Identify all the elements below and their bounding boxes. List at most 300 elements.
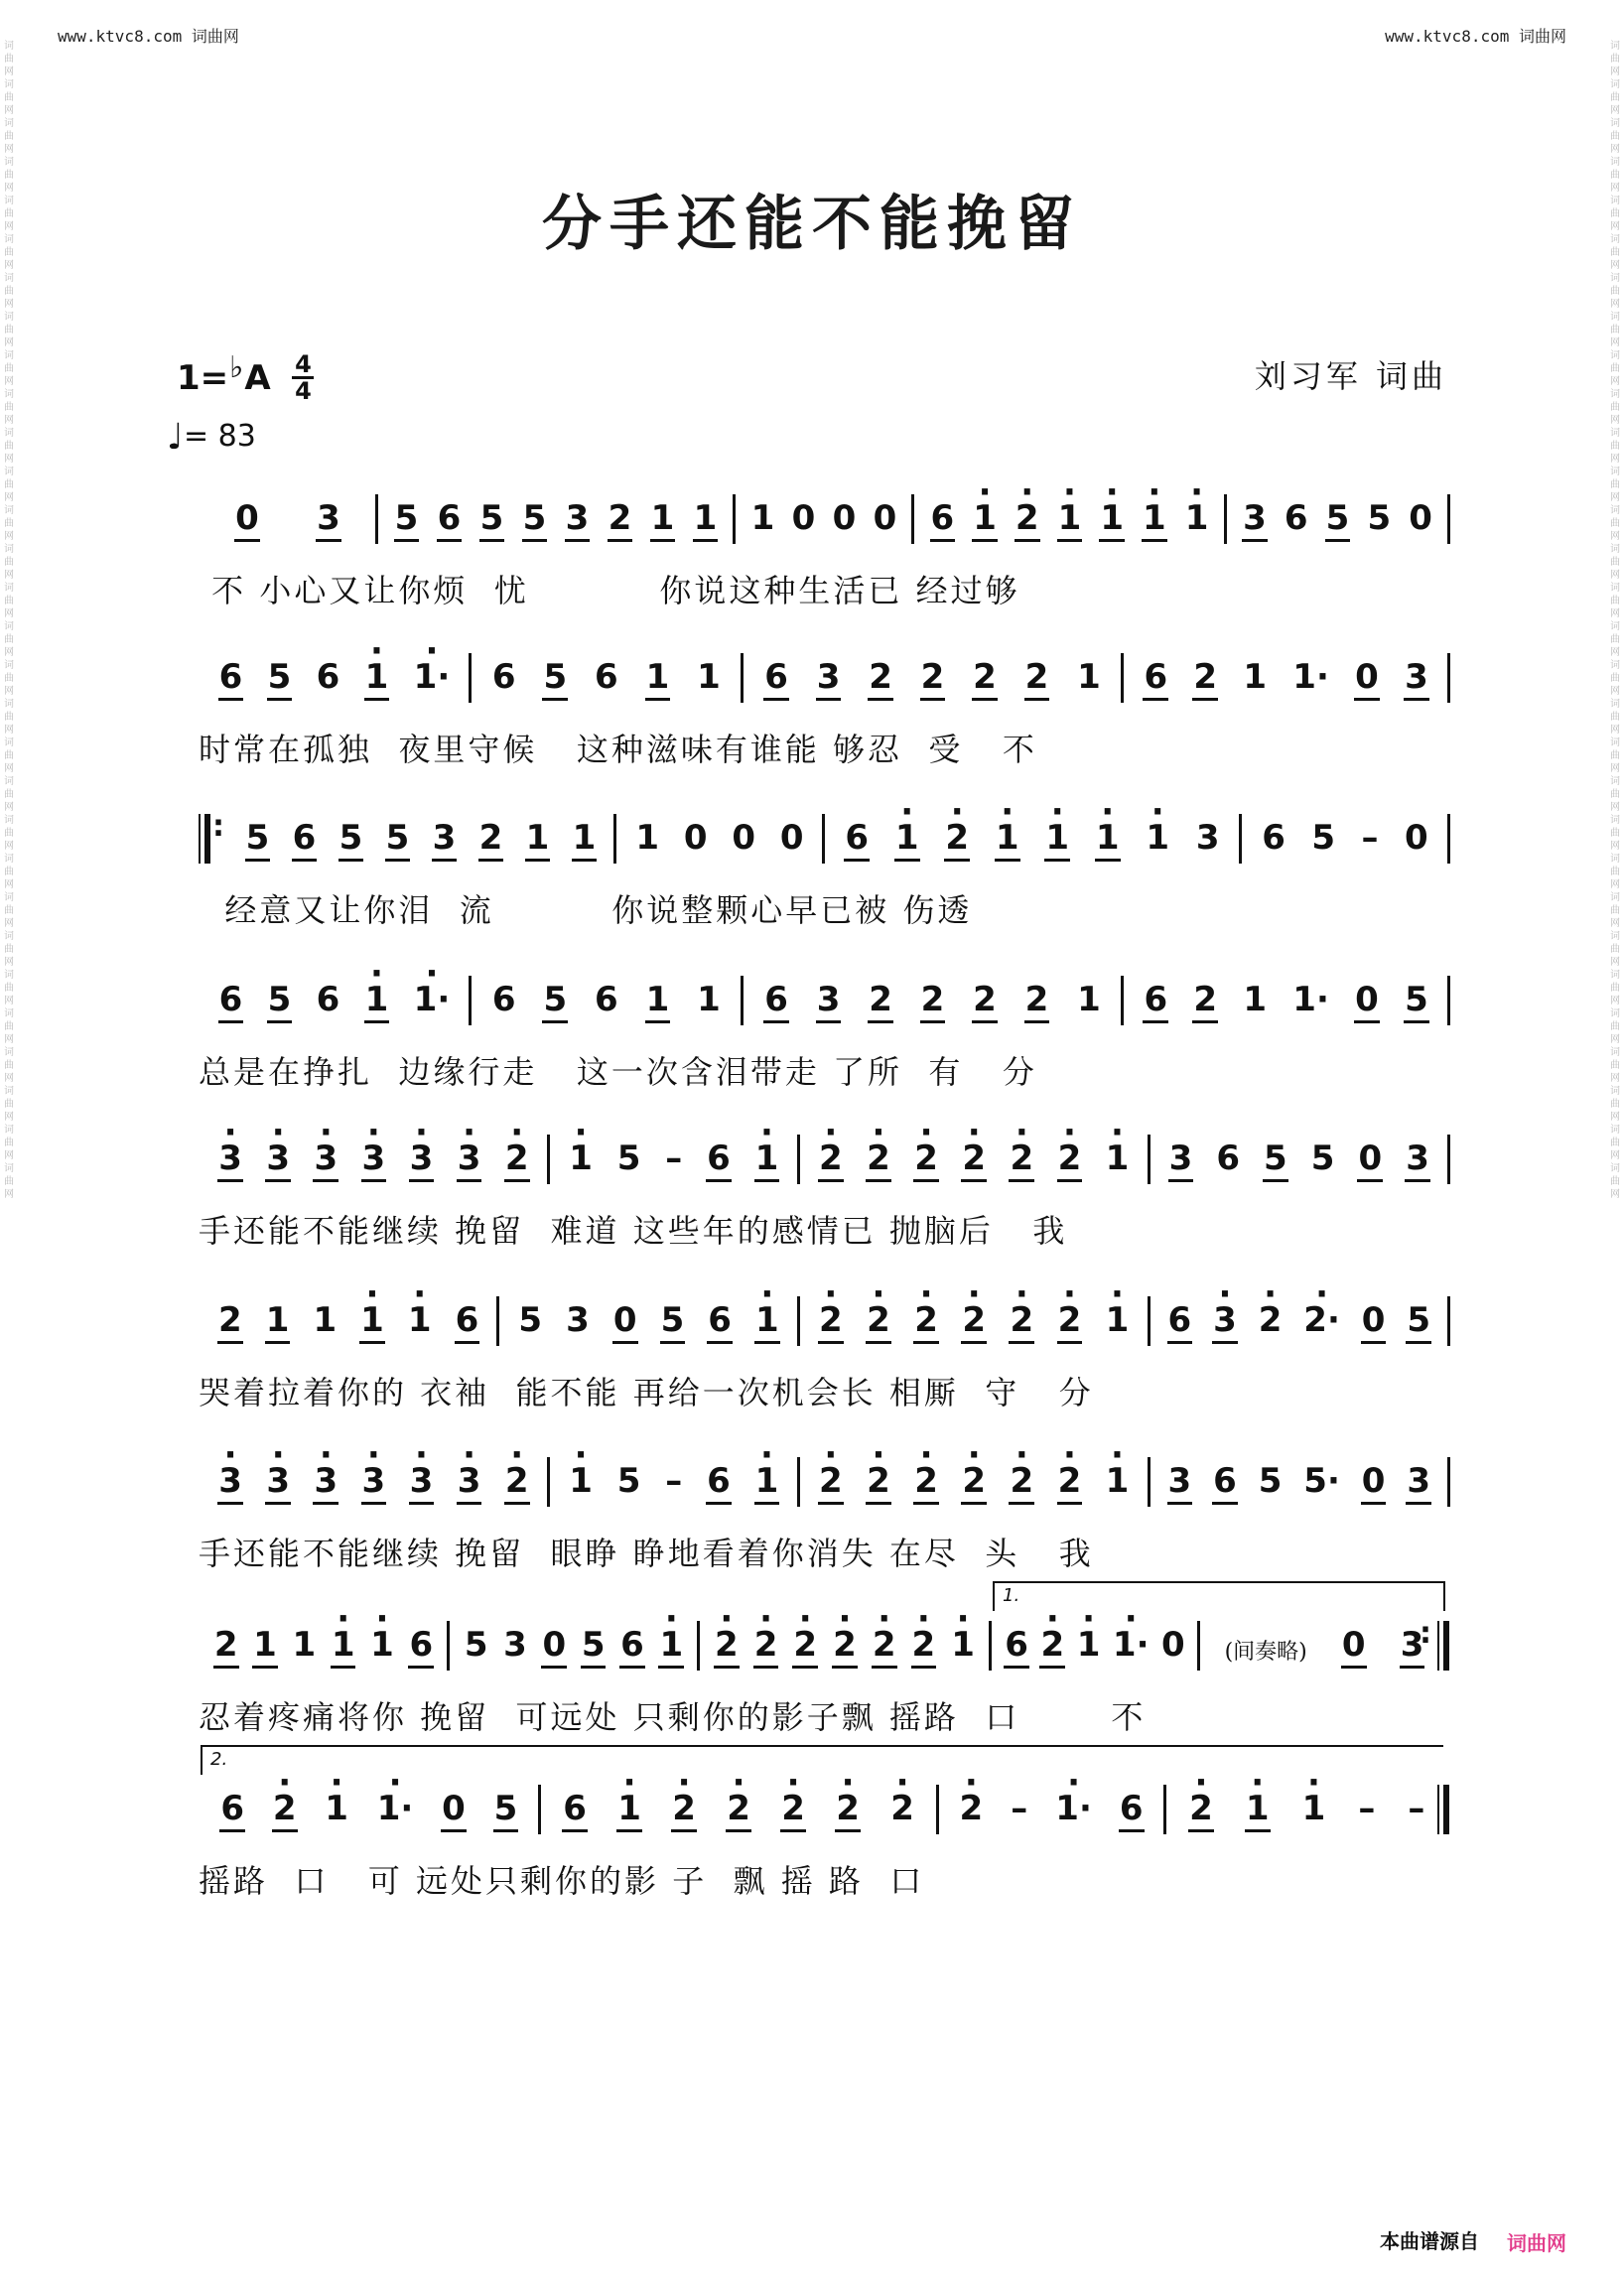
barline xyxy=(797,1296,800,1346)
lyrics-line: 时常在孤独 夜里守候 这种滋味有谁能 够忍 受 不 xyxy=(199,731,1037,768)
note: · 3 xyxy=(314,1449,338,1499)
measure-row xyxy=(199,806,1449,875)
note: · 2 xyxy=(1058,1449,1082,1499)
watermark-left: www.ktvc8.com 词曲网 xyxy=(58,27,239,46)
side-watermark-right: 词曲网 词曲网 词曲网 词曲网 词曲网 词曲网 词曲网 词曲网 词曲网 词曲网 词曲网 词曲网 词曲网 词曲网 词曲网 词曲网 词曲网 词曲网 词曲网 词曲网 词曲网 词曲网 词曲网 词曲网 词曲网 词曲网 词曲网 词曲网 词曲网 词曲网 xyxy=(1610,41,1620,1200)
note: 3 xyxy=(1169,1127,1193,1176)
note: 6 xyxy=(620,1613,644,1663)
note: · 1· xyxy=(1055,1777,1092,1826)
lyrics-line: 经意又让你泪 流 你说整颗心早已被 伤透 xyxy=(199,891,973,929)
note: 5 xyxy=(1258,1461,1283,1501)
note: · 1· xyxy=(1113,1613,1150,1663)
barline xyxy=(1163,1785,1166,1834)
note: · 2 xyxy=(945,806,969,856)
note: · 1 xyxy=(755,1127,779,1176)
barline xyxy=(733,494,736,544)
measure xyxy=(807,1449,1142,1511)
barline xyxy=(1447,1296,1450,1346)
note: 2 xyxy=(1025,645,1049,695)
note: 6 xyxy=(1284,498,1308,538)
quarter-note-icon: ♩ xyxy=(167,417,184,458)
note: 0 xyxy=(442,1777,466,1826)
note: · 2 xyxy=(1058,1288,1082,1338)
barline xyxy=(547,1457,550,1507)
note: · 2 xyxy=(1010,1449,1033,1499)
measure xyxy=(206,1777,532,1838)
note: 2 xyxy=(973,968,997,1017)
measure xyxy=(506,1288,790,1350)
song-title: 分手还能不能挽留 xyxy=(542,190,1082,259)
note: · 2 xyxy=(819,1288,843,1338)
note: 3 xyxy=(1243,486,1267,536)
note: 0 xyxy=(832,498,857,538)
note: 3 xyxy=(1406,1127,1429,1176)
measure xyxy=(548,1777,930,1838)
score-row xyxy=(199,1288,1449,1417)
note: · 2 xyxy=(960,1777,984,1826)
note: 2 xyxy=(1025,968,1049,1017)
lyrics-line: 忍着疼痛将你 挽留 可远处 只剩你的影子飘 摇路 口 不 xyxy=(199,1698,1147,1736)
volta-bracket xyxy=(993,1581,1445,1611)
measure xyxy=(206,1127,541,1188)
note: · 1 xyxy=(1185,486,1209,536)
note: 5 xyxy=(1407,1288,1430,1338)
score-row xyxy=(199,645,1449,774)
volta-label: 2. xyxy=(210,1749,228,1770)
note: · 2 xyxy=(715,1613,739,1663)
note: · 2 xyxy=(962,1127,986,1176)
measure xyxy=(234,806,608,868)
note: · 3 xyxy=(362,1449,386,1499)
note: 6 xyxy=(219,645,243,695)
note: · 1 xyxy=(1106,1127,1130,1176)
note: 1 xyxy=(313,1300,338,1340)
note: 6 xyxy=(1120,1777,1144,1826)
note: 6 xyxy=(456,1288,479,1338)
measure xyxy=(206,1449,541,1511)
measure xyxy=(946,1777,1157,1838)
score-row xyxy=(199,806,1449,935)
measure xyxy=(557,1449,791,1511)
note: 3 xyxy=(566,486,590,536)
note: · 1 xyxy=(365,968,389,1017)
note: · 2 xyxy=(1040,1613,1064,1663)
note: · 1 xyxy=(1246,1777,1270,1826)
barline xyxy=(797,1457,800,1507)
note: 0 xyxy=(1355,645,1379,695)
score-row xyxy=(199,1585,1449,1742)
flat-icon: ♭ xyxy=(229,350,244,385)
note: · 3 xyxy=(218,1449,242,1499)
barline xyxy=(822,814,825,864)
note: 2 xyxy=(1193,968,1217,1017)
measure xyxy=(1157,1288,1441,1350)
note: · 2 xyxy=(1010,1127,1033,1176)
note: · 1 xyxy=(1096,806,1120,856)
measure xyxy=(807,1288,1142,1350)
note: 1 xyxy=(750,498,775,538)
measure xyxy=(750,968,1115,1029)
measure xyxy=(1207,1613,1441,1675)
measure xyxy=(457,1613,691,1675)
note: 1 xyxy=(646,645,670,695)
note: 5 xyxy=(480,486,504,536)
note: · 2 xyxy=(505,1449,529,1499)
barline xyxy=(469,653,472,703)
note: · 3 xyxy=(362,1127,386,1176)
note: 2 xyxy=(214,1613,238,1663)
score-row xyxy=(199,1749,1449,1906)
note: · 1 xyxy=(365,645,389,695)
note: – xyxy=(1361,818,1379,858)
note: 5 xyxy=(1405,968,1428,1017)
barline xyxy=(1447,814,1450,864)
measure xyxy=(832,806,1233,868)
note: 2 xyxy=(479,806,503,856)
barline xyxy=(1197,1621,1200,1671)
measure xyxy=(1249,806,1441,868)
note: 3 xyxy=(433,806,457,856)
measure xyxy=(206,486,369,548)
note: 6 xyxy=(1216,1139,1240,1178)
note: 6 xyxy=(595,980,618,1019)
note: 2 xyxy=(1193,645,1217,695)
barline xyxy=(741,976,744,1025)
note: · 1· xyxy=(414,968,451,1017)
measure xyxy=(1173,1777,1441,1838)
barline xyxy=(496,1296,499,1346)
note: 1 xyxy=(266,1288,290,1338)
measure-row xyxy=(199,645,1449,715)
measure xyxy=(921,486,1218,548)
note: 1 xyxy=(651,486,675,536)
note: 6 xyxy=(764,645,788,695)
note: 5 xyxy=(543,645,567,695)
measure xyxy=(385,486,727,548)
barline xyxy=(538,1785,541,1834)
measure xyxy=(1131,968,1441,1029)
barline xyxy=(911,494,914,544)
measure xyxy=(206,645,463,707)
note: 6 xyxy=(931,486,955,536)
note: 3 xyxy=(317,486,340,536)
note: 0 xyxy=(1362,1449,1386,1499)
note: – xyxy=(665,1139,683,1178)
note: · 1 xyxy=(755,1449,779,1499)
score-row xyxy=(199,486,1449,615)
note: 5 xyxy=(543,968,567,1017)
note: 0 xyxy=(1355,968,1379,1017)
note: · 2 xyxy=(754,1613,778,1663)
barline xyxy=(1148,1457,1150,1507)
note: · 1 xyxy=(755,1288,779,1338)
measure xyxy=(478,968,735,1029)
note: 0 xyxy=(1409,498,1432,538)
barline xyxy=(1148,1135,1150,1184)
measure-row xyxy=(199,1288,1449,1358)
volta-label: 1. xyxy=(1003,1585,1020,1606)
barline xyxy=(547,1135,550,1184)
note: 5 xyxy=(339,806,363,856)
note: 3 xyxy=(817,645,841,695)
note: 5 xyxy=(582,1613,606,1663)
note: 2 xyxy=(869,645,892,695)
note: 6 xyxy=(1144,968,1167,1017)
note: 6 xyxy=(707,1127,731,1176)
note: · 2 xyxy=(890,1777,914,1826)
note: 1· xyxy=(1292,980,1329,1019)
note: · 1 xyxy=(569,1449,593,1499)
note: 6 xyxy=(707,1449,731,1499)
note: · 3 xyxy=(410,1449,434,1499)
note: 5 xyxy=(1264,1127,1287,1176)
note: – xyxy=(1408,1789,1425,1828)
note: 5 xyxy=(386,806,410,856)
note: 5 xyxy=(395,486,419,536)
note: · 2 xyxy=(833,1613,857,1663)
note: · 2 xyxy=(873,1613,896,1663)
note: · 1 xyxy=(617,1777,641,1826)
barline xyxy=(613,814,616,864)
barline xyxy=(1148,1296,1150,1346)
note: 0 xyxy=(779,818,804,858)
note: · 1· xyxy=(414,645,451,695)
note: – xyxy=(665,1461,683,1501)
measure xyxy=(1234,486,1441,548)
measure xyxy=(206,1288,490,1350)
time-signature-bottom: 4 xyxy=(295,377,312,405)
note: · 1· xyxy=(377,1777,414,1826)
measure-row xyxy=(199,1585,1449,1682)
note: 1 xyxy=(292,1625,317,1665)
note: 1 xyxy=(1077,657,1101,697)
watermark-right: www.ktvc8.com 词曲网 xyxy=(1385,27,1566,46)
note: 6 xyxy=(764,968,788,1017)
note: · 2 xyxy=(793,1613,817,1663)
note: 0 xyxy=(1342,1613,1366,1663)
barline xyxy=(936,1785,939,1834)
note: 0 xyxy=(1362,1288,1386,1338)
tempo-marking xyxy=(167,417,256,458)
measure xyxy=(743,486,905,548)
score-row xyxy=(199,968,1449,1097)
note: · 1 xyxy=(996,806,1019,856)
note: · 1 xyxy=(659,1613,683,1663)
note: 2 xyxy=(973,645,997,695)
footer-source-text: 本曲谱源自 xyxy=(1380,2229,1479,2253)
note: 0 xyxy=(542,1613,566,1663)
note: · 2 xyxy=(1015,486,1039,536)
measure xyxy=(206,1613,441,1675)
note: 6 xyxy=(563,1777,587,1826)
note: – xyxy=(1011,1789,1028,1828)
note: · 2 xyxy=(914,1127,938,1176)
note: 5 xyxy=(268,968,292,1017)
measure xyxy=(1157,1127,1441,1188)
note: · 1 xyxy=(569,1127,593,1176)
note: · 1 xyxy=(951,1613,975,1663)
note: · 1 xyxy=(1106,1288,1130,1338)
note: 0 xyxy=(873,498,897,538)
barline xyxy=(741,653,744,703)
note: · 2 xyxy=(867,1127,890,1176)
note: · 2 xyxy=(781,1777,805,1826)
note: · 1 xyxy=(1143,486,1166,536)
note: 6 xyxy=(1005,1613,1028,1663)
note: 6 xyxy=(1168,1288,1192,1338)
note: · 1 xyxy=(895,806,919,856)
note: 5 xyxy=(523,486,547,536)
barline xyxy=(1239,814,1242,864)
note: 5 xyxy=(1367,498,1392,538)
note: · 1 xyxy=(408,1288,432,1338)
note: 5 xyxy=(1311,818,1336,858)
note: – xyxy=(1358,1789,1376,1828)
note: · 2 xyxy=(819,1449,843,1499)
note: · 3 xyxy=(218,1127,242,1176)
note: · 3 xyxy=(314,1127,338,1176)
note: 1 xyxy=(573,806,597,856)
interlude-marker: (间奏略) xyxy=(1224,1640,1307,1665)
note: 1 xyxy=(526,806,550,856)
measure xyxy=(478,645,735,707)
note: 3 xyxy=(1168,1449,1192,1499)
note: 1 xyxy=(635,818,660,858)
note: 0 xyxy=(791,498,816,538)
note: · 1 xyxy=(1077,1613,1101,1663)
measure xyxy=(750,645,1115,707)
note: · 2 xyxy=(505,1127,529,1176)
measure xyxy=(623,806,816,868)
barline xyxy=(1447,494,1450,544)
note: 6 xyxy=(1144,645,1167,695)
note: · 1 xyxy=(360,1288,384,1338)
barline xyxy=(697,1621,700,1671)
note: 6 xyxy=(316,980,340,1019)
note: · 2 xyxy=(962,1288,986,1338)
repeat-dots: : xyxy=(1420,1616,1431,1651)
barline xyxy=(1447,976,1450,1025)
footer-brand-link[interactable]: 词曲网 xyxy=(1507,2231,1566,2255)
note: · 2 xyxy=(914,1288,938,1338)
note: 1 xyxy=(253,1613,277,1663)
note: 0 xyxy=(1405,818,1428,858)
note: · 2 xyxy=(672,1777,696,1826)
measure-row xyxy=(199,968,1449,1037)
note: · 1 xyxy=(973,486,997,536)
note: · 1 xyxy=(1106,1449,1130,1499)
note: 5 xyxy=(464,1625,488,1665)
barline xyxy=(989,1621,992,1671)
note: 5 xyxy=(246,806,270,856)
note: 5 xyxy=(1326,486,1350,536)
note: 0 xyxy=(1161,1625,1185,1665)
lyrics-line: 手还能不能继续 挽留 眼睁 睁地看着你消失 在尽 头 我 xyxy=(199,1535,1094,1572)
lyrics-line: 总是在挣扎 边缘行走 这一次含泪带走 了所 有 分 xyxy=(199,1053,1037,1091)
note: 5 xyxy=(494,1777,518,1826)
note: · 1 xyxy=(325,1777,348,1826)
measure xyxy=(807,1127,1142,1188)
barline xyxy=(1121,976,1124,1025)
lyrics-line: 手还能不能继续 挽留 难道 这些年的感情已 抛脑后 我 xyxy=(199,1212,1068,1250)
note: · 3 xyxy=(410,1127,434,1176)
tempo-value: = 83 xyxy=(183,419,256,454)
lyrics-line: 不 小心又让你烦 忧 你说这种生活已 经过够 xyxy=(199,572,1020,609)
note: 0 xyxy=(235,486,259,536)
note: 3 xyxy=(1401,1613,1424,1663)
note: 1 xyxy=(1243,980,1268,1019)
barline xyxy=(1447,653,1450,703)
note: 0 xyxy=(732,818,756,858)
note: · 1 xyxy=(1146,806,1169,856)
measure-row xyxy=(199,1749,1449,1846)
measure xyxy=(707,1613,983,1675)
note: · 1 xyxy=(332,1613,355,1663)
barline xyxy=(1447,1135,1450,1184)
time-signature-top: 4 xyxy=(295,350,312,378)
barline xyxy=(1224,494,1227,544)
note: 2 xyxy=(921,968,945,1017)
note: 3 xyxy=(1407,1449,1430,1499)
note: 3 xyxy=(1405,645,1428,695)
note: · 1 xyxy=(1045,806,1069,856)
note: 6 xyxy=(845,806,869,856)
measure xyxy=(1157,1449,1441,1511)
measure-row xyxy=(199,1449,1449,1519)
note: · 1 xyxy=(1302,1777,1326,1826)
note: 2 xyxy=(869,968,892,1017)
note: · 2 xyxy=(962,1449,986,1499)
lyrics-line: 哭着拉着你的 衣袖 能不能 再给一次机会长 相厮 守 分 xyxy=(199,1374,1094,1411)
key-signature xyxy=(177,350,314,405)
note: 5 xyxy=(1310,1139,1335,1178)
note: 6 xyxy=(491,657,516,697)
note: 1 xyxy=(646,968,670,1017)
note: · 3 xyxy=(458,1449,481,1499)
composer-credit: 刘习军 词曲 xyxy=(1254,357,1447,395)
note: 6 xyxy=(219,968,243,1017)
note: 1· xyxy=(1292,657,1329,697)
note: 2 xyxy=(218,1288,242,1338)
note: · 3 xyxy=(266,1449,290,1499)
note: · 1 xyxy=(370,1613,394,1663)
note: 2 xyxy=(609,486,632,536)
note: 6 xyxy=(220,1777,244,1826)
note: 5 xyxy=(616,1461,641,1501)
note: 6 xyxy=(316,657,340,697)
note: 5 xyxy=(518,1300,543,1340)
note: 1 xyxy=(694,486,718,536)
measure xyxy=(557,1127,791,1188)
note: · 2 xyxy=(1058,1127,1082,1176)
note: 1 xyxy=(1077,980,1101,1019)
note: 6 xyxy=(293,806,317,856)
note: 1 xyxy=(697,980,721,1019)
time-signature xyxy=(292,350,314,405)
note: · 3 xyxy=(266,1127,290,1176)
measure xyxy=(1131,645,1441,707)
note: 2 xyxy=(921,645,945,695)
barline xyxy=(375,494,378,544)
lyrics-line: 摇路 口 可 远处只剩你的影 子 飘 摇 路 口 xyxy=(199,1862,925,1900)
score-row xyxy=(199,1127,1449,1256)
note: 6 xyxy=(708,1288,732,1338)
note: · 2 xyxy=(1010,1288,1033,1338)
side-watermark-left: 词曲网 词曲网 词曲网 词曲网 词曲网 词曲网 词曲网 词曲网 词曲网 词曲网 词曲网 词曲网 词曲网 词曲网 词曲网 词曲网 词曲网 词曲网 词曲网 词曲网 词曲网 词曲网 词曲网 词曲网 词曲网 词曲网 词曲网 词曲网 词曲网 词曲网 xyxy=(4,41,14,1200)
repeat-end-barline xyxy=(1443,1621,1449,1671)
key-letter: A xyxy=(244,357,271,398)
measure-row xyxy=(199,486,1449,556)
